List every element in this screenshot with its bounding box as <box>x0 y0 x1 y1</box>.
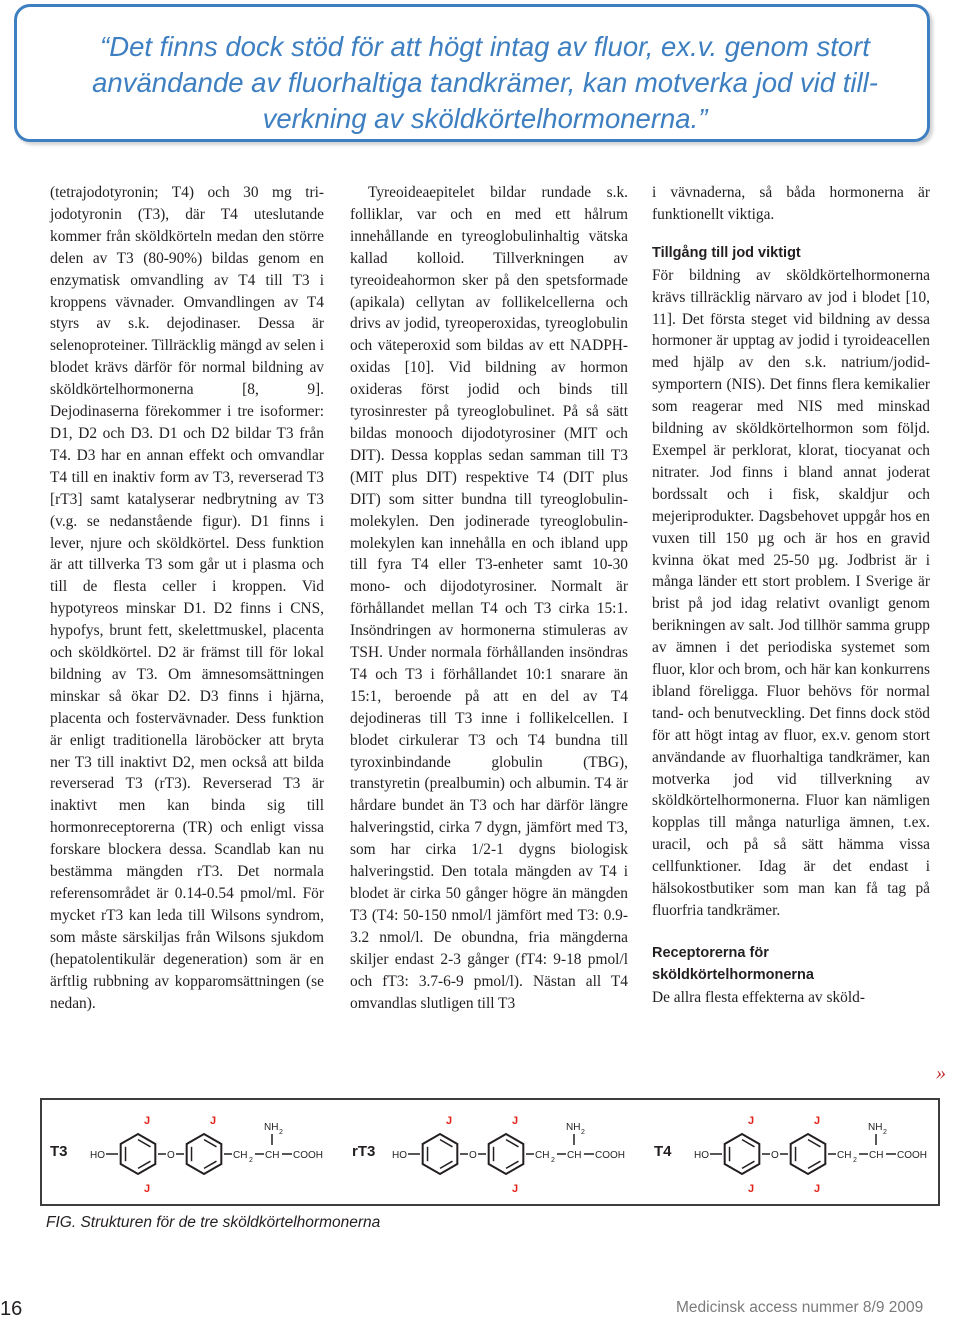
subscript: 2 <box>551 1157 555 1164</box>
subscript: 2 <box>249 1157 253 1164</box>
methylene-group: CH <box>837 1150 852 1161</box>
hydroxyl-group: HO <box>392 1150 407 1161</box>
hydroxyl-group: HO <box>694 1150 709 1161</box>
body-paragraph: Tyreoideaepitelet bildar rundade s.k. folliklar, var och en med ett hålrum innehållande en tyreoglobulinhaltig vätska kallad kolloid. Tillverkningen av tyreoideahormon sker på den spetsformade (apikala) cellytan av follikelcellerna och drivs av jodid, tyreoperoxidas, tyreoglobulin och väteperoxid som bildas av ett NADPH-oxidas [10]. Vid bildning av hormon oxideras först jodid och binds till tyrosinrester på tyreoglobulinet. På så sätt bildas monooch dijodotyrosiner (MIT och DIT). Dessa kopplas sedan samman till T3 (MIT plus DIT) respektive T4 (DIT plus DIT) som sitter bundna till tyreoglobulin-molekylen. Den jodinerade tyreoglobulin-molekylen kan innehålla en och ibland upp till fyra T4 eller T3-enheter samt 10-30 mono- och dijodotyrosiner. Normalt är förhållandet mellan T4 och T3 cirka 15:1. Insöndringen av hormonerna stimuleras av TSH. Under normala förhållanden insöndras T4 och T3 i förhållandet 10:1 snarare än 15:1, beroende på att en del av T4 dejodineras till T3 inne i follikelcellen. I blodet cirkulerar T3 och T4 bundna till tyroxinbindande globulin (TBG), transtyretin (prealbumin) och albumin. T4 är hårdare bundet än T3 och har därför längre halveringstid, cirka 7 dygn, jämfört med T3, som har cirka 1/2-1 dygns biologisk halveringstid. Den totala mängden av T4 i blodet är cirka 50 gånger högre än mängden T3 (T4: 50-150 nmol/l jämfört med T3: 0.9-3.2 nmol/l. De obundna, fria mängderna skiljer endast 2-3 gånger (fT4: 9-18 pmol/l och fT3: 3.7-6-9 pmol/l). Nästan all T4 omvandlas slutligen till T3 <box>350 184 628 1012</box>
article-column-3 <box>652 182 930 1009</box>
ether-oxygen: O <box>771 1150 779 1161</box>
molecule-label: rT3 <box>352 1143 376 1160</box>
methylene-group: CH <box>233 1150 248 1161</box>
subscript: 2 <box>883 1129 887 1136</box>
figure-caption: FIG. Strukturen för de tre sköldkörtelhormonerna <box>46 1214 381 1231</box>
amino-group: NH <box>566 1122 581 1133</box>
iodine-atom: J <box>814 1183 821 1195</box>
iodine-atom: J <box>144 1183 151 1195</box>
continued-arrow-icon: » <box>936 1062 946 1084</box>
ether-oxygen: O <box>167 1150 175 1161</box>
carboxyl-group: COOH <box>897 1150 927 1161</box>
article-column-2 <box>350 182 628 1014</box>
pull-quote-line: verkning av sköldkörtelhormonerna.” <box>262 103 708 134</box>
amino-group: NH <box>264 1122 279 1133</box>
body-paragraph: i vävnaderna, så båda hormonerna är funktionellt viktiga. <box>652 184 930 223</box>
alpha-carbon: CH <box>869 1150 884 1161</box>
figure-box <box>40 1098 940 1206</box>
subscript: 2 <box>853 1157 857 1164</box>
hydroxyl-group: HO <box>90 1150 105 1161</box>
carboxyl-group: COOH <box>293 1150 323 1161</box>
section-heading: Receptorerna för sköldkörtelhormonerna <box>652 944 814 983</box>
iodine-atom: J <box>446 1115 453 1127</box>
publication-footer: Medicinsk access nummer 8/9 2009 <box>676 1299 924 1316</box>
iodine-atom: J <box>512 1183 519 1195</box>
iodine-atom: J <box>144 1115 151 1127</box>
alpha-carbon: CH <box>567 1150 582 1161</box>
iodine-atom: J <box>748 1115 755 1127</box>
molecule-label: T3 <box>50 1143 68 1160</box>
body-paragraph: För bildning av sköldkörtelhormonerna krävs tillräcklig närvaro av jod i blodet [10, 11]. Det första steget vid bildning av dessa hormoner är upptag av jodid i tyroideacellen med hjälp av den s.k. natrium/jodid-symportern (NIS). Det finns flera kemikalier som reagerar med NIS med minskad bildning av sköldkörtelhormon som följd. Exempel är perklorat, klorat, tiocyanat och nitrater. Jod finns i bland annat joderat bordssalt och i fisk, skaldjur och mejeriprodukter. Dagsbehovet uppgår hos en vuxen till 150 µg och är hos en gravid kvinna ökat med 25-50 µg. Jodbrist är i många länder ett stort problem. I Sverige är brist på jod idag relativt ovanligt genom berikningen av salt. Jod tillhör samma grupp av ämnen i det periodiska systemet som fluor, klor och brom, och här kan konkurrens ibland föreligga. Fluor behövs för normal tand- och benutveckling. Det finns dock stöd för att högt intag av fluor, ex.v. genom stort användande av fluorhaltiga tandkrämer, kan motverka jod vid tillverkning av sköldkörtelhormonerna. Fluor kan nämligen kopplas till många naturliga ämnen, t.ex. uracil, och på så sätt hämma vissa cellfunktioner. Idag är det endast i hälsokostbutiker som man kan få tag på fluorfria tandkrämer. <box>652 266 930 919</box>
methylene-group: CH <box>535 1150 550 1161</box>
pull-quote-box <box>14 4 930 142</box>
alpha-carbon: CH <box>265 1150 280 1161</box>
ether-oxygen: O <box>469 1150 477 1161</box>
page-number: 16 <box>0 1298 23 1320</box>
subscript: 2 <box>279 1129 283 1136</box>
molecule-label: T4 <box>654 1143 672 1160</box>
pull-quote-line: användande av fluorhaltiga tandkrämer, kan motverka jod vid till- <box>92 67 878 98</box>
iodine-atom: J <box>748 1183 755 1195</box>
article-column-1 <box>50 182 324 1014</box>
pull-quote-line: “Det finns dock stöd för att högt intag av fluor, ex.v. genom stort <box>100 31 870 62</box>
body-paragraph: De allra flesta effekterna av sköld- <box>652 988 865 1006</box>
subscript: 2 <box>581 1129 585 1136</box>
amino-group: NH <box>868 1122 883 1133</box>
iodine-atom: J <box>210 1115 217 1127</box>
iodine-atom: J <box>512 1115 519 1127</box>
pull-quote-text <box>45 29 925 137</box>
hormone-structures-figure <box>42 1100 938 1204</box>
carboxyl-group: COOH <box>595 1150 625 1161</box>
iodine-atom: J <box>814 1115 821 1127</box>
body-paragraph: (tetrajodotyronin; T4) och 30 mg tri-jodotyronin (T3), där T4 uteslutande kommer från sköldkörteln medan den större delen av T3 (80-90%) bildas genom en enzymatisk omvandling av T4 till T3 i kroppens vävnader. Omvandlingen av T4 styrs av s.k. dejodinaser. Dessa är selenoproteiner. Tillräcklig mängd av selen i blodet krävs därför för normal bildning av sköldkörtelhormonerna [8, 9]. Dejodinaserna förekommer i tre isoformer: D1, D2 och D3. D1 och D2 bildar T3 från T4. D3 har en annan effekt och omvandlar T4 till en inaktiv form av T3, reverserad T3 [rT3] samt katalyserar nedbrytning av T3 (v.g. se nedanstående figur). D1 finns i lever, njure och sköldkörtel. Dess funktion är att tillverka T3 som går ut i plasma och till de flesta celler i kroppen. Vid hypotyreos minskar D1. D2 finns i CNS, hypofys, brunt fett, skelettmuskel, placenta och sköldkörtel. D2 är främst till för lokal bildning av T3. Om ämnesomsättningen minskar så ökar D2. D3 finns i hjärna, placenta och fostervävnader. Dess funktion är enligt traditionella läroböcker att bryta ner T3 till inaktivt D2, men också att bilda reverserad T3 (rT3). Reverserad T3 är inaktivt men kan binda sig till hormonreceptorerna (TR) och enligt vissa forskare blockera dessa. Scandlab kan nu bestämma mängden rT3. Det normala referensområdet är 0.14-0.54 pmol/ml. För mycket rT3 kan leda till Wilsons syndrom, som måste särskiljas från Wilsons sjukdom (hepatolentikulär degeneration) som är en ärftlig rubbning av kopparomsättningen (se nedan). <box>50 184 324 1012</box>
section-heading: Tillgång till jod viktigt <box>652 244 801 261</box>
